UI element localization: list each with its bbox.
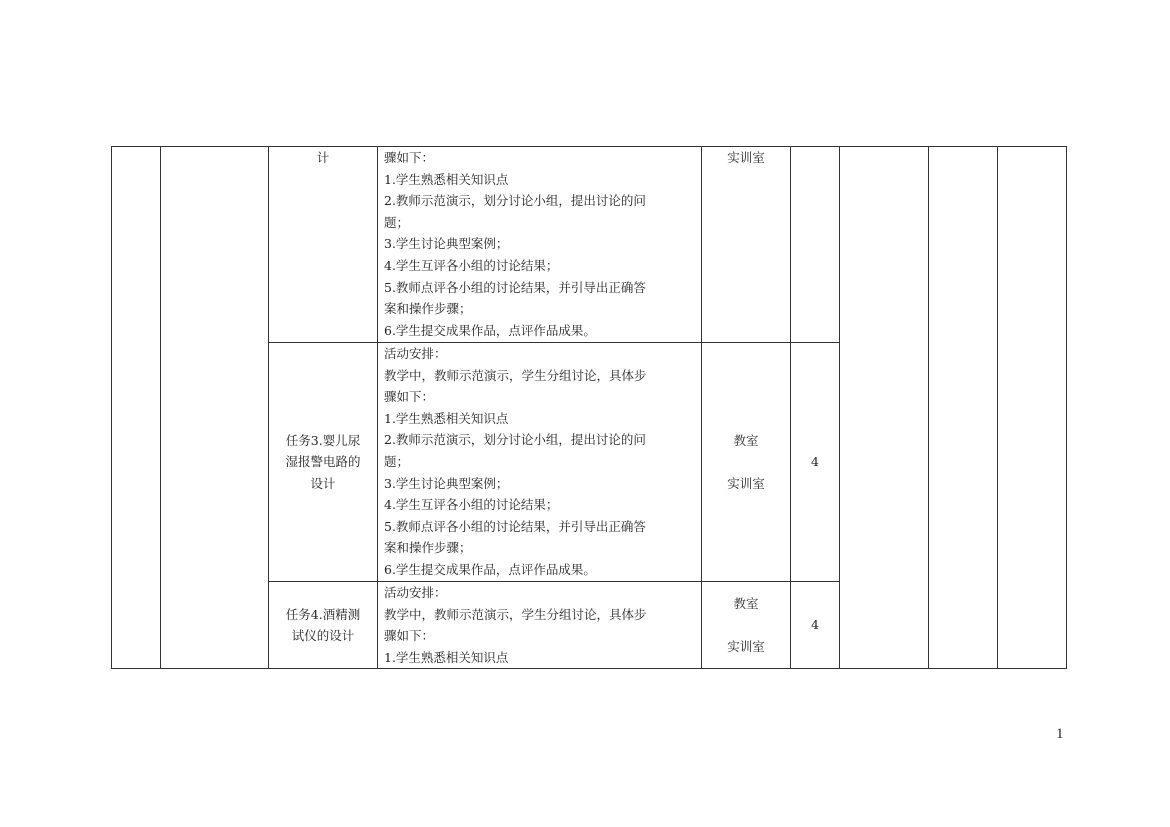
- task-name-line: 任务4.酒精测: [285, 606, 361, 622]
- activity-line: 2.教师示范演示，划分讨论小组，提出讨论的问: [384, 432, 646, 448]
- activity-line: 5.教师点评各小组的讨论结果，并引导出正确答: [384, 518, 646, 534]
- task-name-cell: [269, 147, 378, 343]
- empty-cell: [840, 147, 929, 669]
- activity-line: 2.教师示范演示，划分讨论小组，提出讨论的问: [384, 193, 646, 209]
- hours-cell: [791, 343, 840, 582]
- activity-line: 4.学生互评各小组的讨论结果；: [384, 497, 559, 513]
- activity-line: 教学中，教师示范演示，学生分组讨论，具体步: [384, 367, 647, 383]
- table-row: [112, 147, 1067, 343]
- venue-line: 教室: [733, 595, 759, 611]
- activity-line: 1.学生熟悉相关知识点: [384, 649, 509, 665]
- course-plan-table: [111, 146, 1067, 669]
- task-name-cell: [269, 343, 378, 582]
- activity-line: 6.学生提交成果作品，点评作品成果。: [384, 322, 596, 338]
- activity-line: 1.学生熟悉相关知识点: [384, 410, 509, 426]
- hours-cell: [791, 147, 840, 343]
- venue-line: 实训室: [727, 475, 765, 491]
- hours-value: 4: [811, 454, 819, 470]
- venue-line: 教室: [733, 432, 759, 448]
- activity-line: 骤如下：: [384, 628, 435, 644]
- activity-cell: [378, 147, 702, 343]
- task-name-line: 设计: [310, 475, 336, 491]
- activity-line: 骤如下：: [384, 389, 435, 405]
- task-name-cell: [269, 582, 378, 669]
- task-name-line: 湿报警电路的: [285, 454, 361, 470]
- spacer: [702, 614, 790, 636]
- activity-line: 题；: [384, 453, 410, 469]
- task-name-line: 试仪的设计: [291, 628, 355, 644]
- activity-line: 案和操作步骤；: [384, 301, 472, 317]
- hours-value: 4: [811, 617, 819, 633]
- hours-cell: [791, 582, 840, 669]
- venue-line: 实训室: [727, 638, 765, 654]
- empty-cell: [929, 147, 998, 669]
- page-number: 1: [1056, 726, 1064, 742]
- activity-line: 骤如下：: [384, 150, 435, 165]
- venue-cell: [702, 147, 791, 343]
- activity-line: 活动安排：: [384, 585, 447, 600]
- activity-cell: [378, 343, 702, 582]
- task-name-line: 任务3.婴儿尿: [285, 432, 361, 448]
- spacer: [702, 451, 790, 473]
- activity-line: 活动安排：: [384, 346, 447, 361]
- venue-line: 实训室: [727, 150, 765, 165]
- activity-line: 4.学生互评各小组的讨论结果；: [384, 257, 559, 273]
- task-name-line: 计: [316, 150, 330, 165]
- venue-cell: [702, 343, 791, 582]
- activity-line: 3.学生讨论典型案例；: [384, 475, 509, 491]
- venue-cell: [702, 582, 791, 669]
- activity-line: 案和操作步骤；: [384, 540, 472, 556]
- empty-cell: [112, 147, 161, 669]
- empty-cell: [998, 147, 1067, 669]
- activity-line: 3.学生讨论典型案例；: [384, 236, 509, 252]
- activity-line: 6.学生提交成果作品，点评作品成果。: [384, 561, 596, 577]
- activity-cell: [378, 582, 702, 669]
- empty-cell: [161, 147, 269, 669]
- activity-line: 题；: [384, 214, 410, 230]
- activity-line: 1.学生熟悉相关知识点: [384, 171, 509, 187]
- activity-line: 5.教师点评各小组的讨论结果，并引导出正确答: [384, 279, 646, 295]
- activity-line: 教学中，教师示范演示，学生分组讨论，具体步: [384, 606, 647, 622]
